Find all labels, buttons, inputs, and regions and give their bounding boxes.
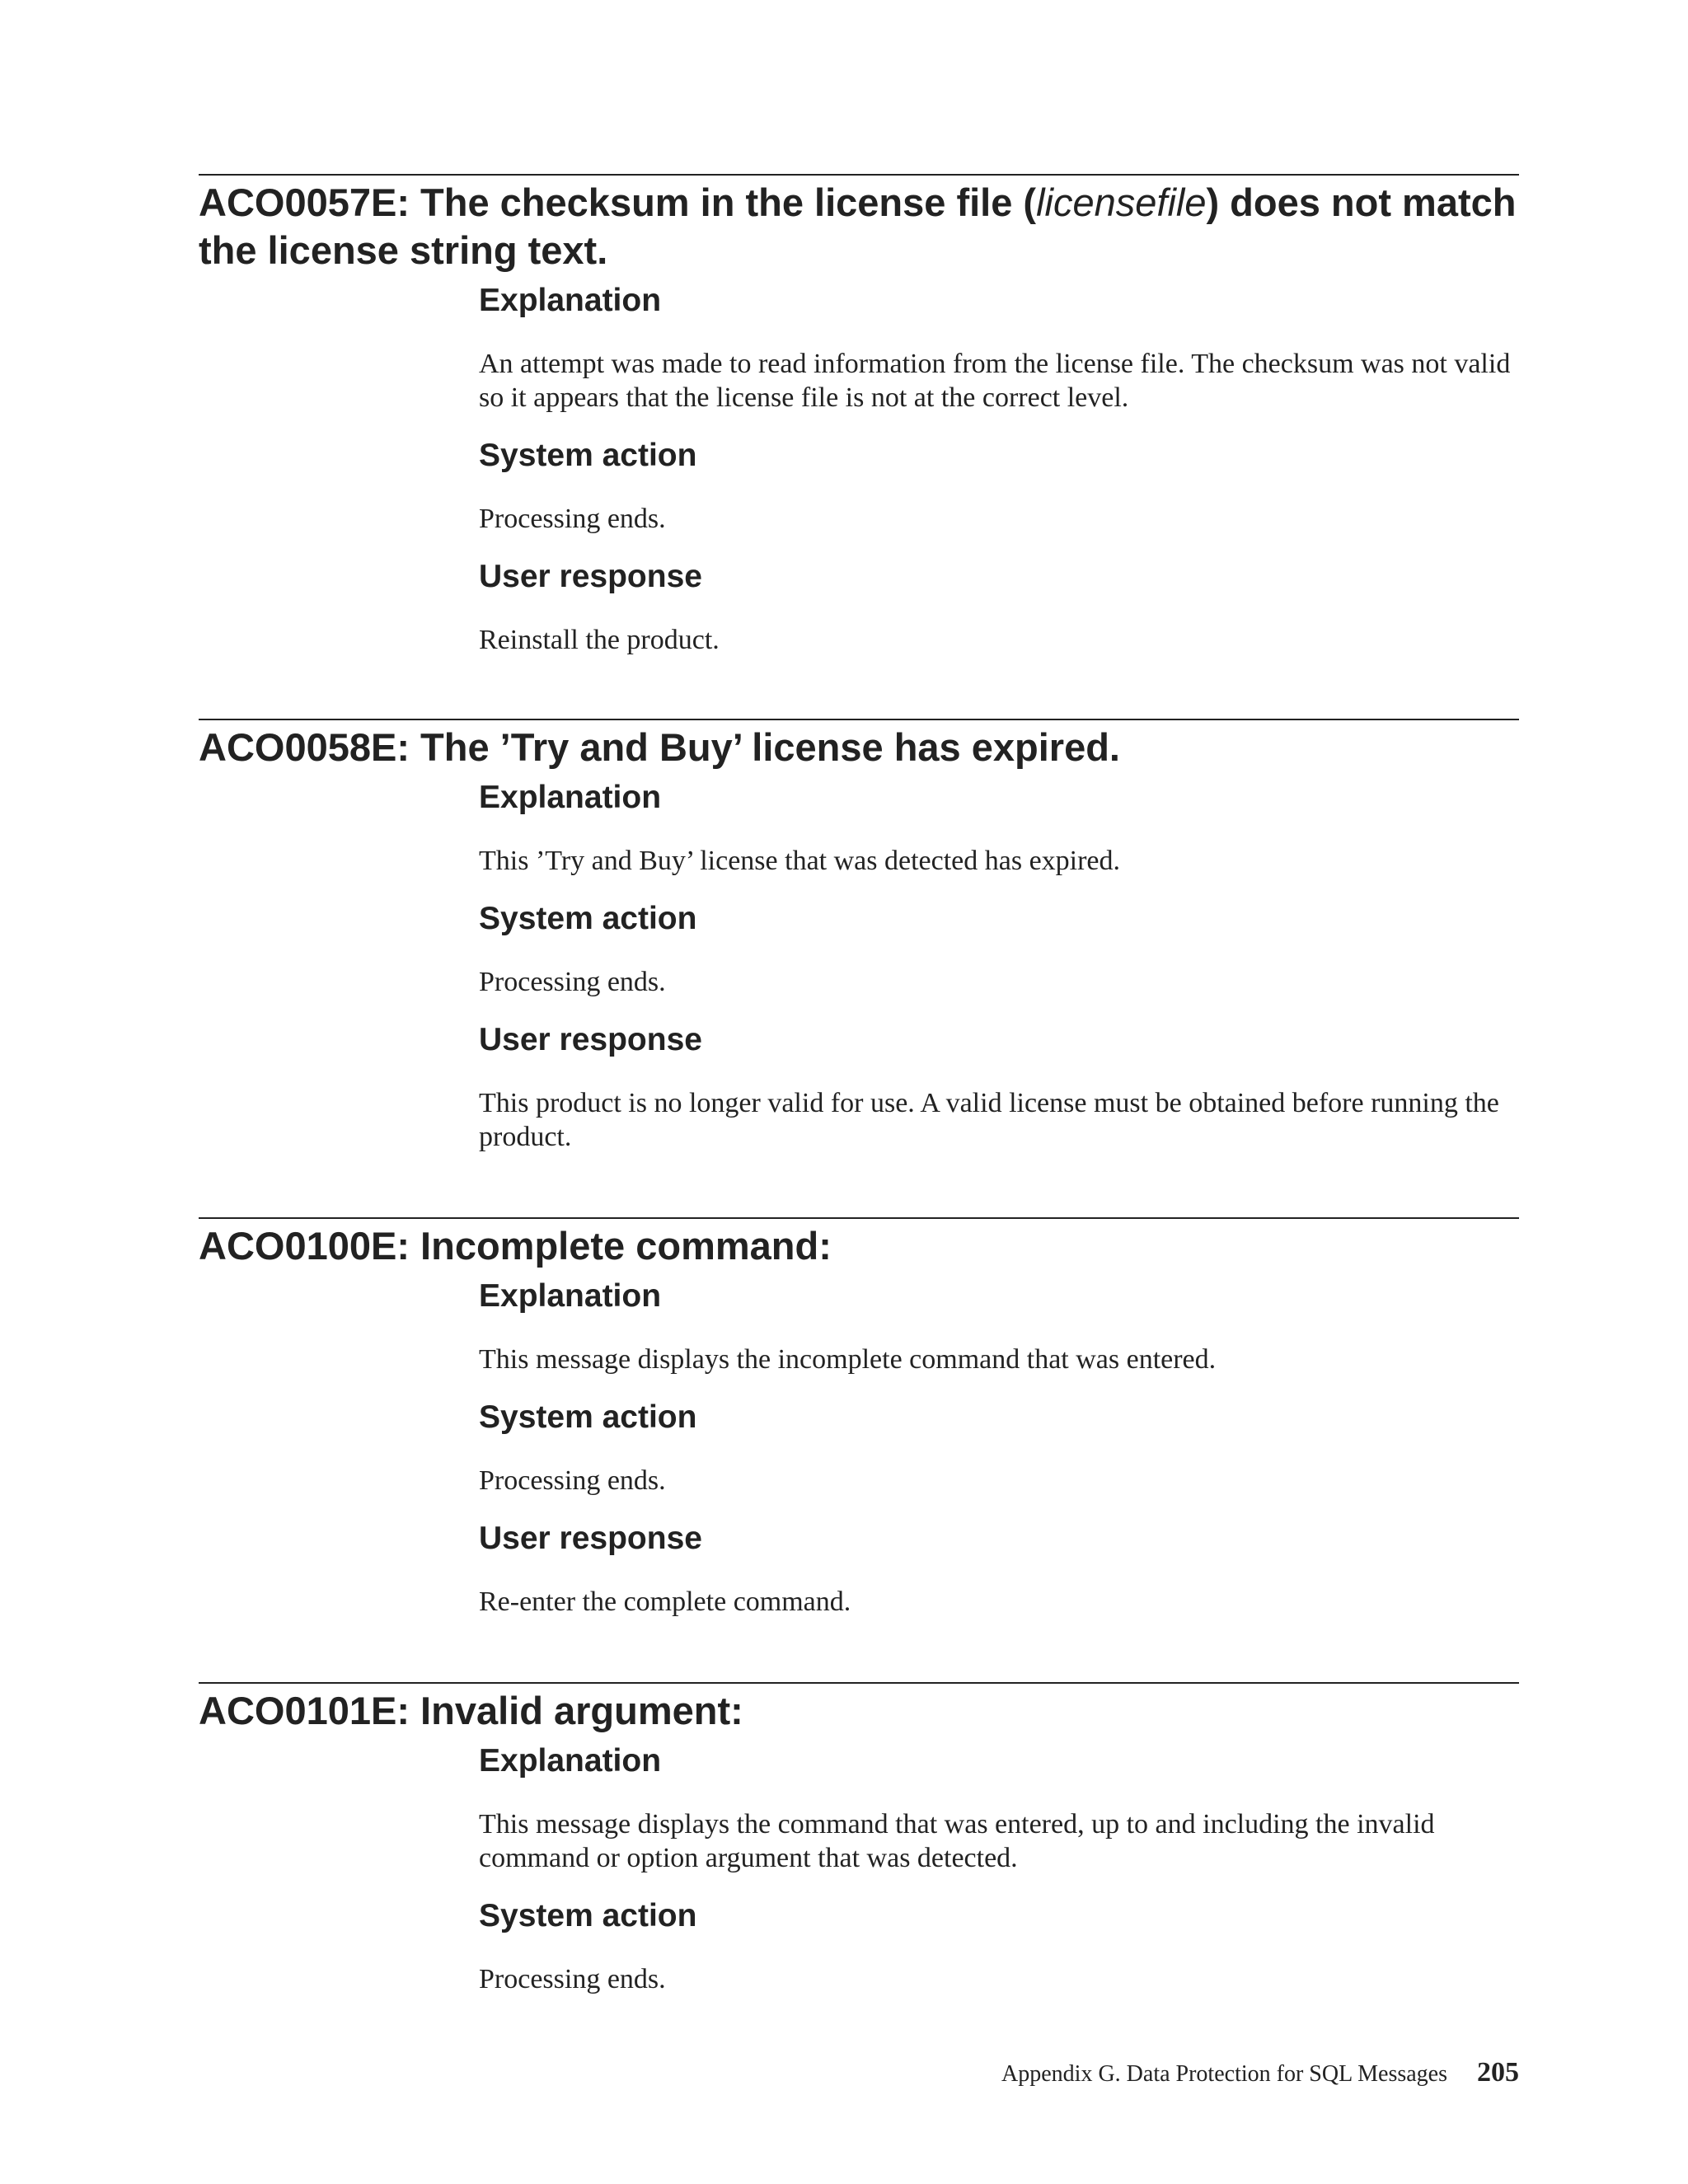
page-number: 205 xyxy=(1477,2057,1519,2088)
system-action-heading: System action xyxy=(479,438,697,473)
user-response-section xyxy=(479,557,1519,657)
message-aco0100e xyxy=(199,1217,1519,1619)
user-response-heading: User response xyxy=(479,1022,702,1057)
explanation-text: This ’Try and Buy’ license that was detected has expired. xyxy=(479,846,1121,876)
system-action-heading: System action xyxy=(479,901,697,936)
message-aco0057e xyxy=(199,174,1519,657)
explanation-text: This message displays the incomplete command that was entered. xyxy=(479,1344,1217,1375)
message-aco0058e xyxy=(199,719,1519,1154)
system-action-text: Processing ends. xyxy=(479,1465,666,1496)
user-response-heading: User response xyxy=(479,1521,702,1556)
title-prefix: ACO0057E: The checksum in the license file ( xyxy=(199,180,1037,224)
page-footer xyxy=(1001,2057,1519,2088)
message-title xyxy=(199,176,1519,274)
user-response-section xyxy=(479,1519,1519,1619)
user-response-heading: User response xyxy=(479,559,702,594)
message-title: ACO0100E: Incomplete command: xyxy=(199,1224,832,1268)
title-variable: licensefile xyxy=(1036,180,1207,224)
user-response-text: Re-enter the complete command. xyxy=(479,1586,851,1617)
message-title: ACO0101E: Invalid argument: xyxy=(199,1689,743,1732)
system-action-text: Processing ends. xyxy=(479,1964,666,1994)
explanation-text: An attempt was made to read information from the license file. The checksum was not valid so it appears that the license file is not at the correct level. xyxy=(479,349,1511,413)
system-action-section xyxy=(479,1896,1519,1996)
explanation-text: This message displays the command that was entered, up to and including the invalid command or option argument that was detected. xyxy=(479,1809,1435,1873)
user-response-text: Reinstall the product. xyxy=(479,625,720,655)
system-action-text: Processing ends. xyxy=(479,504,666,534)
explanation-heading: Explanation xyxy=(479,1278,662,1314)
title-suffix: ) does not match the license string text. xyxy=(199,180,1517,272)
system-action-heading: System action xyxy=(479,1399,697,1435)
explanation-section xyxy=(479,1741,1519,1875)
explanation-heading: Explanation xyxy=(479,1743,662,1779)
explanation-heading: Explanation xyxy=(479,780,662,815)
user-response-text: This product is no longer valid for use. A valid license must be obtained before running the product. xyxy=(479,1088,1499,1152)
system-action-section xyxy=(479,436,1519,536)
explanation-section xyxy=(479,281,1519,415)
system-action-section xyxy=(479,1398,1519,1497)
user-response-section xyxy=(479,1020,1519,1154)
message-title: ACO0058E: The ’Try and Buy’ license has expired. xyxy=(199,725,1120,769)
explanation-heading: Explanation xyxy=(479,283,662,318)
system-action-heading: System action xyxy=(479,1898,697,1933)
system-action-text: Processing ends. xyxy=(479,967,666,997)
explanation-section xyxy=(479,1277,1519,1376)
system-action-section xyxy=(479,899,1519,999)
footer-text: Appendix G. Data Protection for SQL Messages xyxy=(1001,2061,1447,2087)
explanation-section xyxy=(479,778,1519,878)
message-aco0101e xyxy=(199,1682,1519,1996)
